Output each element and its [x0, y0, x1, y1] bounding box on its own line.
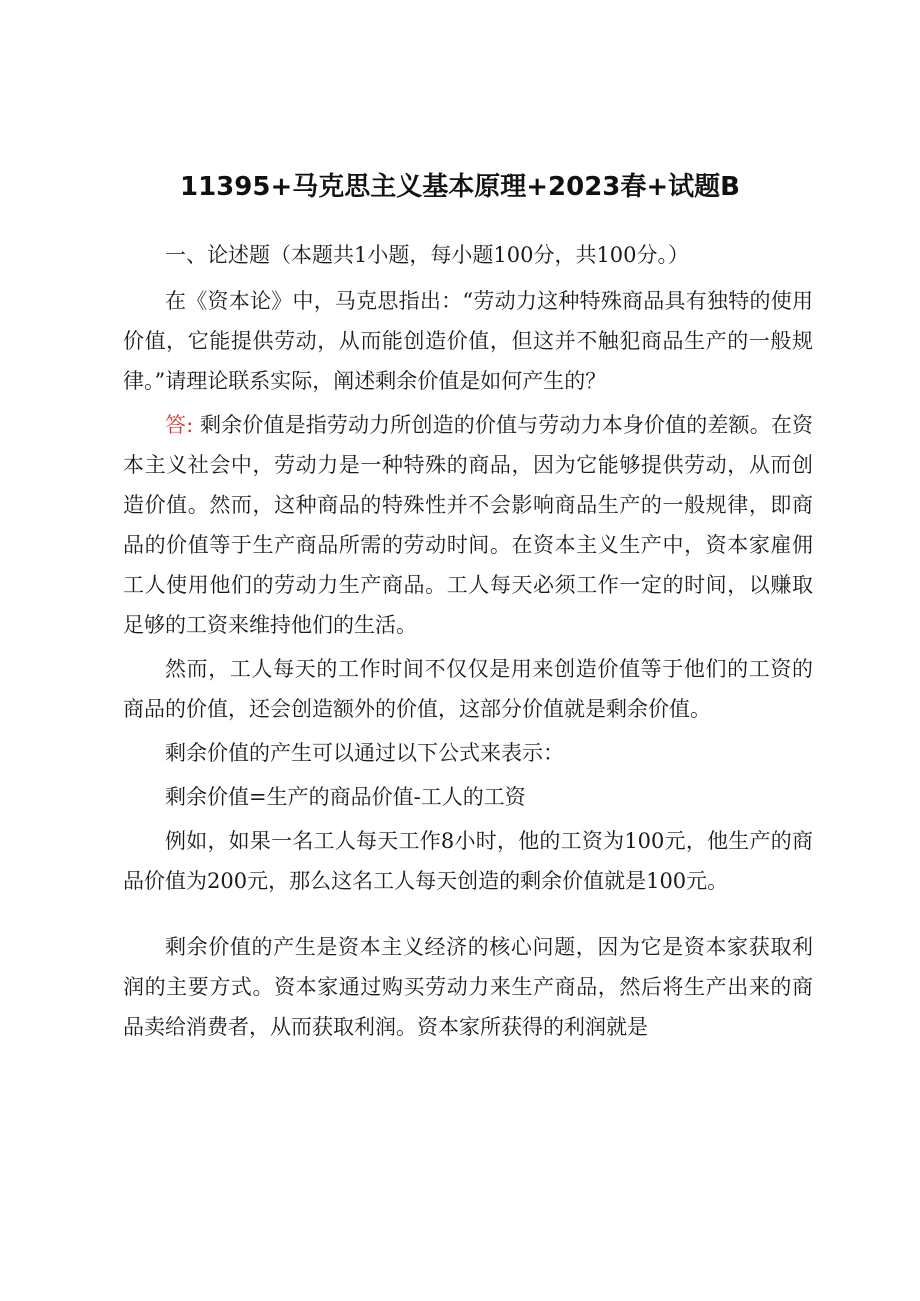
answer-paragraph-1 [123, 405, 813, 645]
section-heading: 一、论述题（本题共1小题，每小题100分，共100分。） [165, 243, 690, 267]
question-paragraph: 在《资本论》中，马克思指出：“劳动力这种特殊商品具有独特的使用价值，它能提供劳动，从而能创造价值，但这并不触犯商品生产的一般规律。”请理论联系实际，阐述剩余价值是如何产生的？ [123, 289, 813, 393]
answer-label: 答: [165, 413, 194, 437]
conclusion-paragraph: 剩余价值的产生是资本主义经济的核心问题，因为它是资本家获取利润的主要方式。资本家通过购买劳动力来生产商品，然后将生产出来的商品卖给消费者，从而获取利润。资本家所获得的利润就是 [123, 935, 813, 1039]
formula-line: 剩余价值=生产的商品价值-工人的工资 [165, 785, 526, 809]
document-title: 11395+马克思主义基本原理+2023春+试题B [180, 172, 740, 202]
answer-paragraph-2: 然而，工人每天的工作时间不仅仅是用来创造价值等于他们的工资的商品的价值，还会创造额外的价值，这部分价值就是剩余价值。 [123, 657, 813, 721]
example-paragraph: 例如，如果一名工人每天工作8小时，他的工资为100元，他生产的商品价值为200元，那么这名工人每天创造的剩余价值就是100元。 [123, 829, 813, 893]
document-body [123, 235, 813, 1051]
answer-paragraph-3: 剩余价值的产生可以通过以下公式来表示： [165, 741, 564, 765]
answer-text-1: 剩余价值是指劳动力所创造的价值与劳动力本身价值的差额。在资本主义社会中，劳动力是一种特殊的商品，因为它能够提供劳动，从而创造价值。然而，这种商品的特殊性并不会影响商品生产的一般规律，即商品的价值等于生产商品所需的劳动时间。在资本主义生产中，资本家雇佣工人使用他们的劳动力生产商品。工人每天必须工作一定的时间，以赚取足够的工资来维持他们的生活。 [123, 413, 813, 637]
